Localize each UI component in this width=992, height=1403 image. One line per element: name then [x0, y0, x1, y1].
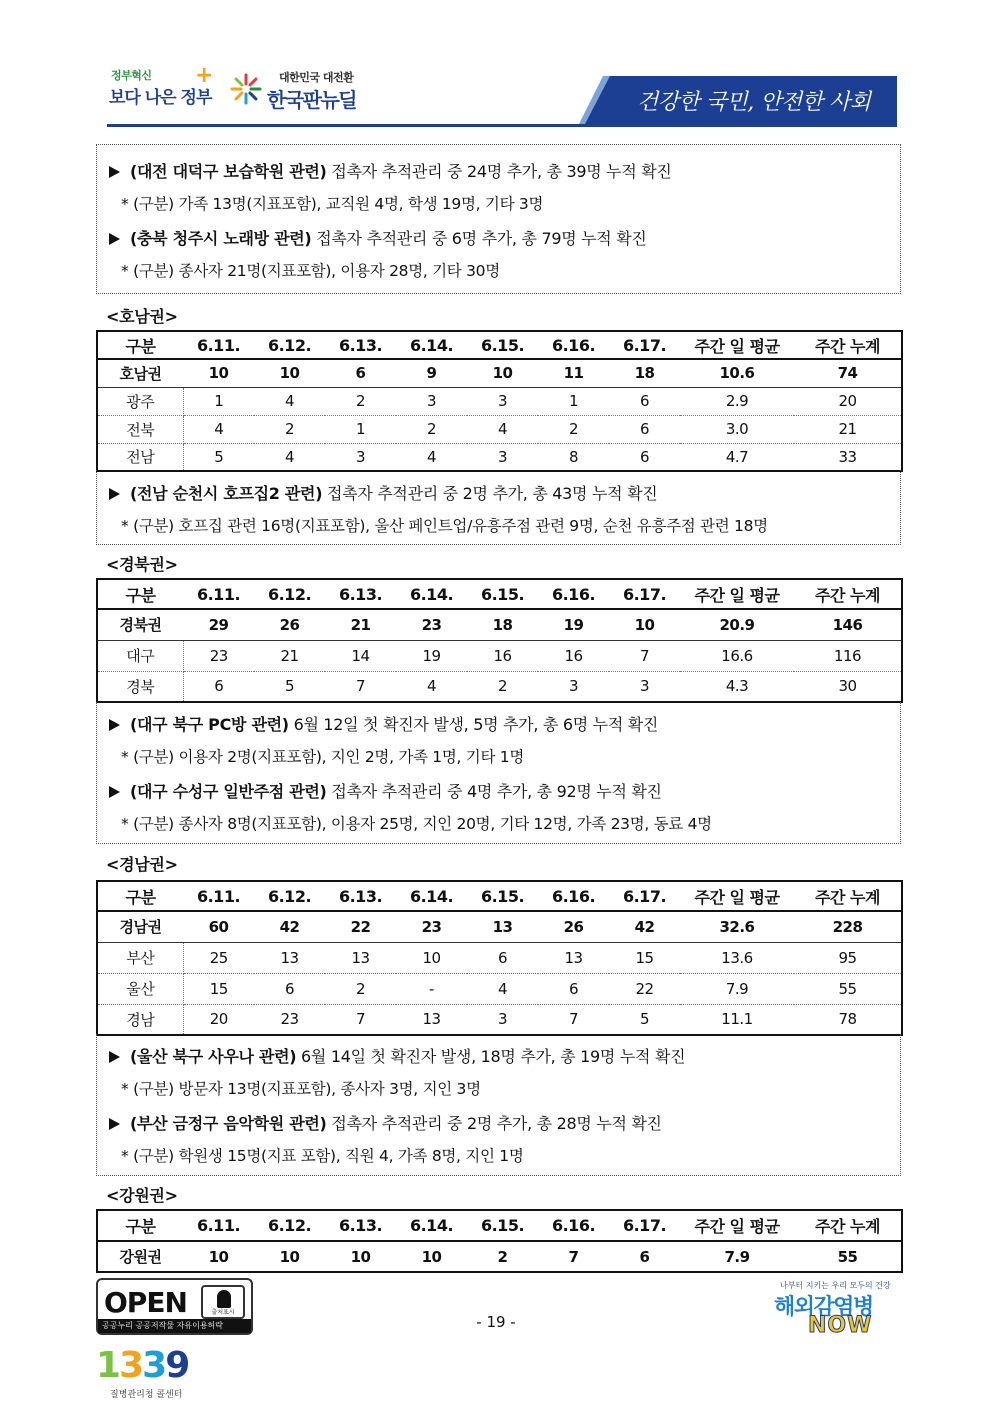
column-header: 구분	[97, 881, 183, 911]
note-subline: * (구분) 이용자 2명(지표포함), 지인 2명, 가족 1명, 기타 1명	[121, 748, 524, 766]
logo2-main: 한국판뉴딜	[267, 88, 357, 112]
value-cell: 21	[254, 640, 325, 671]
note-line: (충북 청주시 노래방 관련) 접촉자 추적관리 중 6명 추가, 총 79명 누적 확진	[109, 226, 647, 249]
column-header: 주간 일 평균	[680, 881, 794, 911]
value-cell: 10.6	[680, 359, 794, 387]
gyeongnam-table	[96, 880, 903, 1036]
column-header: 6.14.	[396, 1210, 467, 1241]
note-subline: * (구분) 호프집 관련 16명(지표포함), 울산 페인트업/유흥주점 관련 9명, 순천 유흥주점 관련 18명	[121, 517, 768, 535]
honam-table	[96, 330, 903, 472]
column-header: 6.16.	[538, 579, 609, 609]
value-cell: 13	[254, 942, 325, 973]
value-cell: 8	[568, 447, 579, 466]
person-icon	[217, 1290, 231, 1308]
note-line: (대구 수성구 일반주점 관련) 접촉자 추적관리 중 4명 추가, 총 92명 누적 확진	[109, 779, 662, 802]
column-header: 6.11.	[183, 881, 254, 911]
korean-new-deal-logo	[229, 66, 369, 116]
value-cell: 23	[396, 609, 467, 640]
value-cell: 4.7	[725, 447, 749, 466]
value-cell: 6	[639, 447, 650, 466]
triangle-bullet-icon	[109, 786, 120, 798]
region-total-row	[97, 1241, 902, 1272]
value-cell: 7	[355, 1010, 366, 1029]
column-header: 주간 일 평균	[680, 331, 794, 359]
value-cell: 4.3	[725, 677, 749, 696]
logo1-sub: 정부혁신	[111, 69, 152, 82]
region-name-cell: 경남	[97, 1004, 183, 1035]
page-header	[107, 58, 897, 128]
value-cell: 6	[639, 1247, 650, 1266]
value-cell: 7	[568, 1247, 579, 1266]
value-cell: -	[396, 973, 467, 1004]
value-cell: 7	[568, 1010, 579, 1029]
section-label-gyeongnam: <경남권>	[106, 855, 178, 874]
column-header: 6.17.	[609, 1210, 680, 1241]
value-cell: 13	[325, 942, 396, 973]
value-cell: 26	[538, 911, 609, 942]
value-cell: 6	[254, 973, 325, 1004]
column-header: 구분	[97, 579, 183, 609]
column-header: 6.14.	[396, 331, 467, 359]
value-cell: 23	[183, 640, 254, 671]
region-name-cell: 경북권	[97, 609, 183, 640]
now-logo-mid: 해외감염병	[774, 1295, 873, 1320]
honam-notes-box	[96, 470, 901, 545]
attribution-caption: 출처표시	[211, 1309, 235, 1316]
column-header: 6.12.	[254, 579, 325, 609]
value-cell: 6	[325, 359, 396, 387]
column-header: 6.15.	[467, 1210, 538, 1241]
column-header: 6.11.	[183, 579, 254, 609]
region-name-cell: 경북	[97, 671, 183, 702]
gyeongbuk-notes-box	[96, 702, 901, 844]
value-cell: 13	[422, 1010, 441, 1029]
column-header: 6.16.	[538, 881, 609, 911]
value-cell: 20	[794, 387, 902, 415]
column-header: 6.15.	[467, 579, 538, 609]
column-header: 주간 누계	[794, 881, 902, 911]
note-line: (대전 대덕구 보습학원 관련) 접촉자 추적관리 중 24명 추가, 총 39명 누적 확진	[109, 159, 672, 182]
value-cell: 2	[325, 973, 396, 1004]
column-header: 6.16.	[538, 331, 609, 359]
value-cell: 42	[254, 911, 325, 942]
value-cell: 146	[794, 609, 902, 640]
region-name-cell: 대구	[97, 640, 183, 671]
value-cell: 15	[609, 942, 680, 973]
value-cell: 55	[837, 1247, 858, 1266]
value-cell: 10	[279, 1247, 300, 1266]
top-notes-box	[96, 144, 901, 294]
value-cell: 78	[838, 1010, 857, 1029]
note-line: (전남 순천시 호프집2 관련) 접촉자 추적관리 중 2명 추가, 총 43명 누적 확진	[109, 481, 657, 504]
value-cell: 3	[497, 447, 508, 466]
table-row	[97, 640, 902, 671]
value-cell: 13	[538, 942, 609, 973]
value-cell: 20.9	[680, 609, 794, 640]
value-cell: 3	[396, 387, 467, 415]
value-cell: 10	[467, 359, 538, 387]
value-cell: 60	[183, 911, 254, 942]
value-cell: 20	[209, 1010, 228, 1029]
column-header: 6.15.	[467, 881, 538, 911]
value-cell: 5	[639, 1010, 650, 1029]
region-name-cell: 호남권	[97, 359, 183, 387]
note-line: (울산 북구 사우나 관련) 6월 14일 첫 확진자 발생, 18명 추가, 총 19명 누적 확진	[109, 1044, 685, 1067]
column-header: 6.14.	[396, 881, 467, 911]
value-cell: 6	[609, 387, 680, 415]
column-header: 6.13.	[325, 579, 396, 609]
value-cell: 13	[467, 911, 538, 942]
value-cell: 7.9	[680, 973, 794, 1004]
column-header: 6.12.	[254, 331, 325, 359]
triangle-bullet-icon	[109, 233, 120, 245]
value-cell: 228	[794, 911, 902, 942]
column-header: 6.17.	[609, 331, 680, 359]
value-cell: 3	[467, 387, 538, 415]
kogl-bar: 공공누리 공공저작물 자유이용허락	[98, 1319, 251, 1333]
region-name-cell: 전북	[97, 415, 183, 443]
table-row	[97, 671, 902, 702]
table-row	[97, 942, 902, 973]
column-header: 6.11.	[183, 1210, 254, 1241]
region-name-cell: 광주	[97, 387, 183, 415]
government-innovation-logo	[107, 63, 212, 115]
column-header: 6.17.	[609, 881, 680, 911]
note-subline: * (구분) 종사자 21명(지표포함), 이용자 28명, 기타 30명	[121, 262, 500, 280]
gyeongbuk-table	[96, 578, 903, 703]
value-cell: 2	[325, 387, 396, 415]
value-cell: 55	[794, 973, 902, 1004]
now-logo-word: NOW	[808, 1313, 873, 1338]
value-cell: 5	[284, 677, 295, 696]
value-cell: 4	[426, 677, 437, 696]
note-line: (대구 북구 PC방 관련) 6월 12일 첫 확진자 발생, 5명 추가, 총 6명 누적 확진	[109, 712, 658, 735]
value-cell: 2	[497, 1247, 508, 1266]
value-cell: 5	[214, 447, 224, 466]
note-line: (부산 금정구 음악학원 관련) 접촉자 추적관리 중 2명 추가, 총 28명 누적 확진	[109, 1111, 662, 1134]
table-row	[97, 1004, 902, 1035]
column-header: 6.17.	[609, 579, 680, 609]
note-subline: * (구분) 학원생 15명(지표 포함), 직원 4, 가족 8명, 지인 1명	[121, 1147, 524, 1165]
column-header: 6.14.	[396, 579, 467, 609]
value-cell: 25	[183, 942, 254, 973]
region-name-cell: 경남권	[97, 911, 183, 942]
value-cell: 29	[183, 609, 254, 640]
logo1-main: 보다 나은 정부	[109, 88, 212, 108]
value-cell: 6	[467, 942, 538, 973]
call-center-caption: 질병관리청 콜센터	[110, 1390, 183, 1400]
gangwon-table	[96, 1209, 903, 1273]
value-cell: 74	[794, 359, 902, 387]
triangle-bullet-icon	[109, 166, 120, 178]
section-label-gangwon: <강원권>	[106, 1186, 178, 1205]
value-cell: 30	[838, 677, 857, 696]
region-name-cell: 부산	[97, 942, 183, 973]
value-cell: 2	[538, 415, 609, 443]
value-cell: 16	[467, 640, 538, 671]
value-cell: 4	[426, 447, 437, 466]
slogan-text: 건강한 국민, 안전한 사회	[637, 90, 871, 115]
now-logo-top: 나부터 지키는 우리 모두의 건강	[780, 1281, 891, 1290]
column-header: 주간 누계	[794, 1210, 902, 1241]
column-header: 주간 누계	[794, 579, 902, 609]
section-label-gyeongbuk: <경북권>	[106, 555, 178, 574]
value-cell: 4	[284, 447, 295, 466]
column-header: 6.11.	[183, 331, 254, 359]
value-cell: 9	[396, 359, 467, 387]
value-cell: 3	[568, 677, 579, 696]
value-cell: 10	[609, 609, 680, 640]
value-cell: 7	[609, 640, 680, 671]
value-cell: 33	[838, 447, 857, 466]
value-cell: 2	[254, 415, 325, 443]
value-cell: 3	[639, 677, 650, 696]
value-cell: 10	[254, 359, 325, 387]
region-name-cell: 강원권	[119, 1248, 162, 1266]
header-rule	[107, 124, 897, 127]
column-header: 구분	[97, 1210, 183, 1241]
value-cell: 19	[396, 640, 467, 671]
value-cell: 7	[355, 677, 366, 696]
call-center-1339-logo	[96, 1345, 206, 1400]
column-header: 6.13.	[325, 881, 396, 911]
triangle-bullet-icon	[109, 719, 120, 731]
value-cell: 22	[609, 973, 680, 1004]
value-cell: 6	[538, 973, 609, 1004]
value-cell: 6	[214, 677, 224, 696]
region-total-row	[97, 911, 902, 942]
value-cell: 16.6	[680, 640, 794, 671]
column-header: 주간 일 평균	[680, 579, 794, 609]
value-cell: 19	[538, 609, 609, 640]
value-cell: 1	[183, 387, 254, 415]
region-name-cell: 전남	[97, 443, 183, 471]
value-cell: 1	[538, 387, 609, 415]
value-cell: 23	[396, 911, 467, 942]
table-row	[97, 415, 902, 443]
value-cell: 16	[538, 640, 609, 671]
value-cell: 32.6	[680, 911, 794, 942]
value-cell: 22	[325, 911, 396, 942]
value-cell: 4	[467, 415, 538, 443]
value-cell: 3	[355, 447, 366, 466]
plus-icon: +	[195, 63, 214, 88]
value-cell: 116	[794, 640, 902, 671]
triangle-bullet-icon	[109, 488, 120, 500]
value-cell: 10	[183, 359, 254, 387]
column-header: 구분	[97, 331, 183, 359]
value-cell: 15	[183, 973, 254, 1004]
note-subline: * (구분) 종사자 8명(지표포함), 이용자 25명, 지인 20명, 기타 12명, 가족 23명, 동료 4명	[121, 815, 712, 833]
value-cell: 7.9	[724, 1247, 750, 1266]
value-cell: 4	[183, 415, 254, 443]
value-cell: 6	[609, 415, 680, 443]
value-cell: 23	[280, 1010, 299, 1029]
column-header: 6.12.	[254, 881, 325, 911]
overseas-infection-now-logo	[768, 1280, 908, 1340]
value-cell: 3.0	[680, 415, 794, 443]
value-cell: 95	[794, 942, 902, 973]
value-cell: 26	[254, 609, 325, 640]
value-cell: 2.9	[680, 387, 794, 415]
value-cell: 4	[467, 973, 538, 1004]
column-header: 6.15.	[467, 331, 538, 359]
region-total-row	[97, 359, 902, 387]
value-cell: 10	[350, 1247, 371, 1266]
table-row	[97, 387, 902, 415]
value-cell: 4	[254, 387, 325, 415]
value-cell: 13.6	[680, 942, 794, 973]
value-cell: 10	[208, 1247, 229, 1266]
value-cell: 3	[497, 1010, 508, 1029]
logo2-sub: 대한민국 대전환	[279, 71, 354, 84]
open-word: OPEN	[104, 1286, 187, 1319]
note-subline: * (구분) 방문자 13명(지표포함), 종사자 3명, 지인 3명	[121, 1080, 481, 1098]
column-header: 주간 누계	[794, 331, 902, 359]
table-row	[97, 443, 902, 471]
call-center-number: 1339	[96, 1345, 189, 1386]
value-cell: 10	[421, 1247, 442, 1266]
value-cell: 14	[325, 640, 396, 671]
region-total-row	[97, 609, 902, 640]
column-header: 6.13.	[325, 331, 396, 359]
column-header: 6.13.	[325, 1210, 396, 1241]
burst-icon	[229, 72, 263, 106]
value-cell: 10	[396, 942, 467, 973]
value-cell: 21	[325, 609, 396, 640]
table-row	[97, 973, 902, 1004]
value-cell: 11.1	[721, 1010, 753, 1029]
gyeongnam-notes-box	[96, 1034, 901, 1176]
value-cell: 21	[794, 415, 902, 443]
triangle-bullet-icon	[109, 1051, 120, 1063]
column-header: 주간 일 평균	[680, 1210, 794, 1241]
column-header: 6.16.	[538, 1210, 609, 1241]
value-cell: 11	[538, 359, 609, 387]
value-cell: 18	[609, 359, 680, 387]
value-cell: 2	[396, 415, 467, 443]
section-label-honam: <호남권>	[106, 307, 178, 326]
value-cell: 42	[609, 911, 680, 942]
triangle-bullet-icon	[109, 1118, 120, 1130]
value-cell: 18	[467, 609, 538, 640]
page-number: - 19 -	[476, 1313, 516, 1331]
region-name-cell: 울산	[97, 973, 183, 1004]
value-cell: 2	[497, 677, 508, 696]
column-header: 6.12.	[254, 1210, 325, 1241]
value-cell: 1	[325, 415, 396, 443]
note-subline: * (구분) 가족 13명(지표포함), 교직원 4명, 학생 19명, 기타 3명	[121, 195, 544, 213]
